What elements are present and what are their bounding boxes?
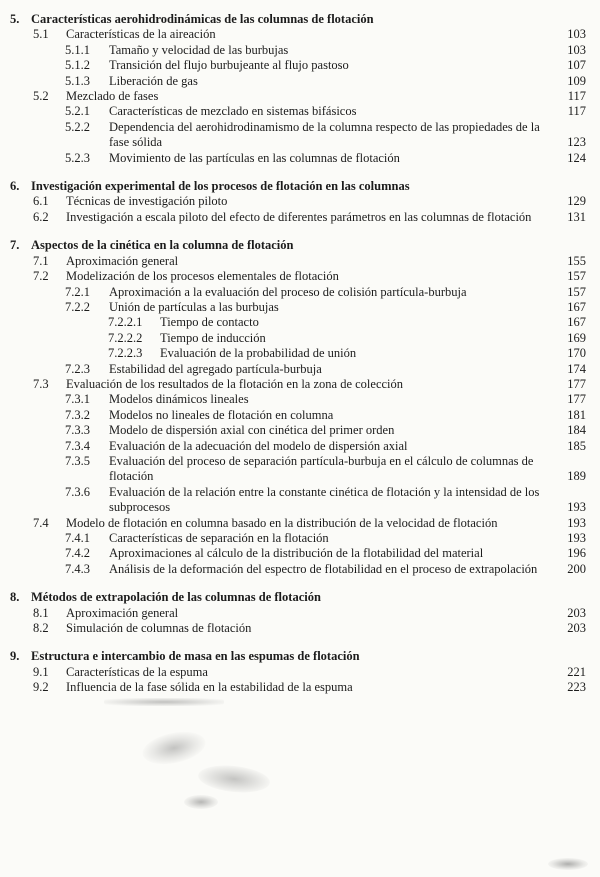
- toc-entry: [65, 362, 586, 377]
- scan-smudge: [197, 762, 271, 795]
- toc-entry-title: Modelización de los procesos elementales de flotación: [66, 269, 339, 284]
- toc-entry-page: 124: [567, 150, 586, 165]
- toc-entry: [65, 151, 586, 166]
- toc-entry-number: 5.2.3: [65, 150, 90, 165]
- toc-entry-page: 103: [567, 42, 586, 57]
- toc-entry-page: 200: [567, 561, 586, 576]
- toc-entry-title: Características aerohidrodinámicas de las columnas de flotación: [31, 12, 374, 26]
- toc-entry-page: 193: [567, 515, 586, 530]
- toc-entry-page: 170: [567, 346, 586, 361]
- toc-entry-title: Métodos de extrapolación de las columnas de flotación: [31, 590, 321, 605]
- toc-entry-title: Características de la aireación: [66, 27, 216, 42]
- toc-entry: [65, 439, 586, 454]
- toc-entry-number: 9.1: [33, 664, 49, 679]
- toc-entry-number: 7.3.2: [65, 407, 90, 422]
- toc-entry-title: Aproximación a la evaluación del proceso de colisión partícula-burbuja: [109, 284, 467, 299]
- toc-entry-title: Evaluación del proceso de separación partícula-burbuja en el cálculo de columnas de flotación: [109, 453, 534, 484]
- toc-entry-page: 157: [567, 284, 586, 299]
- toc-entry-number: 5.1: [33, 27, 49, 42]
- toc-entry-title: Evaluación de la probabilidad de unión: [160, 346, 357, 361]
- toc-entry-page: 169: [567, 330, 586, 345]
- toc-entry-number: 7.2.2: [65, 299, 90, 314]
- toc-entry: [33, 680, 586, 695]
- toc-entry-number: 7.3.5: [65, 453, 90, 468]
- toc-entry: [65, 454, 586, 485]
- toc-entry-page: 174: [567, 361, 586, 376]
- toc-entry-page: 167: [567, 315, 586, 330]
- toc-entry: [65, 285, 586, 300]
- toc-entry-title: Influencia de la fase sólida en la estabilidad de la espuma: [66, 680, 353, 695]
- toc-entry: [65, 531, 586, 546]
- toc-entry: [10, 590, 586, 605]
- toc-entry-page: 193: [567, 531, 586, 545]
- toc-entry: [33, 254, 586, 269]
- toc-entry-title: Tiempo de contacto: [160, 315, 259, 330]
- toc-entry: [33, 377, 586, 392]
- toc-entry-title: Aproximación general: [66, 605, 179, 620]
- toc-entry-number: 7.3.4: [65, 438, 90, 453]
- toc-entry-page: 131: [567, 209, 586, 224]
- toc-entry: [65, 546, 586, 561]
- toc-entry-page: 221: [567, 664, 586, 679]
- scan-smudge: [184, 795, 218, 809]
- scan-smudge: [104, 698, 224, 706]
- toc-entry-number: 5.2.2: [65, 119, 90, 134]
- toc-entry-number: 9.2: [33, 680, 49, 695]
- toc-entry-page: 203: [567, 605, 586, 620]
- toc-entry: [33, 516, 586, 531]
- toc-entry: [65, 392, 586, 407]
- toc-entry-title: Modelo de dispersión axial con cinética del primer orden: [109, 423, 395, 438]
- toc-list: [10, 12, 586, 696]
- toc-entry-title: Transición del flujo burbujeante al flujo pastoso: [109, 58, 349, 73]
- toc-entry-title: Características de mezclado en sistemas bifásicos: [109, 104, 357, 119]
- toc-entry-page: 181: [567, 407, 586, 422]
- toc-entry-number: 7.4.1: [65, 531, 90, 545]
- toc-entry: [65, 74, 586, 89]
- toc-entry: [10, 649, 586, 664]
- toc-entry-title: Características de separación en la flotación: [109, 531, 329, 545]
- toc-entry-number: 5.2.1: [65, 104, 90, 119]
- toc-entry-title: Mezclado de fases: [66, 89, 159, 104]
- toc-entry: [65, 104, 586, 119]
- toc-entry-page: 177: [567, 392, 586, 407]
- toc-entry-title: Técnicas de investigación piloto: [66, 194, 228, 209]
- toc-entry-number: 5.1.1: [65, 42, 90, 57]
- toc-entry-title: Liberación de gas: [109, 73, 198, 88]
- toc-entry: [10, 12, 586, 27]
- toc-entry: [65, 485, 586, 516]
- toc-entry-number: 6.1: [33, 194, 49, 209]
- toc-entry-title: Dependencia del aerohidrodinamismo de la columna respecto de las propiedades de la fase sólida: [109, 119, 540, 150]
- toc-entry-title: Evaluación de los resultados de la flotación en la zona de colección: [66, 376, 404, 391]
- toc-entry-page: 129: [567, 194, 586, 209]
- toc-entry-title: Investigación a escala piloto del efecto de diferentes parámetros en las columnas de flotación: [66, 209, 532, 224]
- toc-entry-number: 6.: [10, 179, 20, 194]
- toc-entry: [108, 331, 586, 346]
- toc-entry-number: 7.: [10, 238, 20, 253]
- scan-smudge: [140, 727, 209, 770]
- toc-entry-page: 184: [567, 423, 586, 438]
- scan-smudge: [548, 858, 588, 870]
- toc-entry-page: 203: [567, 621, 586, 636]
- toc-entry-number: 7.2.1: [65, 284, 90, 299]
- toc-entry-number: 7.2.2.1: [108, 315, 143, 330]
- toc-entry-page: 117: [567, 104, 586, 119]
- toc-entry: [108, 346, 586, 361]
- toc-entry: [65, 58, 586, 73]
- toc-entry-title: Simulación de columnas de flotación: [66, 621, 252, 636]
- toc-entry-title: Tiempo de inducción: [160, 330, 266, 345]
- toc-entry-title: Análisis de la deformación del espectro de flotabilidad en el proceso de extrapolación: [109, 561, 538, 576]
- toc-entry: [65, 562, 586, 577]
- toc-entry-title: Evaluación de la relación entre la constante cinética de flotación y la intensidad de los subprocesos: [109, 484, 540, 515]
- toc-entry-title: Evaluación de la adecuación del modelo de dispersión axial: [109, 438, 408, 453]
- toc-entry: [65, 300, 586, 315]
- toc-entry: [65, 408, 586, 423]
- toc-entry-page: 155: [567, 253, 586, 268]
- toc-entry: [33, 606, 586, 621]
- toc-entry: [65, 43, 586, 58]
- toc-entry: [10, 238, 586, 253]
- toc-entry-number: 7.3.1: [65, 392, 90, 407]
- toc-entry-title: Modelos no lineales de flotación en columna: [109, 407, 334, 422]
- toc-entry-title: Aspectos de la cinética en la columna de flotación: [31, 238, 294, 253]
- toc-entry: [10, 179, 586, 194]
- toc-entry-title: Tamaño y velocidad de las burbujas: [109, 42, 289, 57]
- toc-entry: [33, 210, 586, 225]
- toc-entry-number: 7.3.6: [65, 484, 90, 499]
- toc-entry-title: Estabilidad del agregado partícula-burbuja: [109, 361, 322, 376]
- toc-entry: [33, 665, 586, 680]
- toc-entry: [33, 269, 586, 284]
- toc-entry-number: 5.: [10, 12, 20, 26]
- toc-entry-number: 8.2: [33, 621, 49, 636]
- toc-entry-title: Aproximación general: [66, 253, 179, 268]
- toc-entry-title: Unión de partículas a las burbujas: [109, 299, 279, 314]
- toc-entry: [33, 27, 586, 42]
- toc-entry-number: 8.1: [33, 605, 49, 620]
- toc-entry-number: 8.: [10, 590, 20, 605]
- toc-entry-page: 196: [567, 546, 586, 561]
- toc-entry-number: 7.3.3: [65, 423, 90, 438]
- toc-entry: [33, 194, 586, 209]
- toc-entry-title: Aproximaciones al cálculo de la distribución de la flotabilidad del material: [109, 546, 484, 561]
- toc-entry-title: Modelos dinámicos lineales: [109, 392, 249, 407]
- toc-entry-number: 7.4.2: [65, 546, 90, 561]
- toc-entry-number: 5.2: [33, 89, 49, 104]
- toc-entry-number: 7.2.3: [65, 361, 90, 376]
- toc-entry-title: Investigación experimental de los procesos de flotación en las columnas: [31, 179, 410, 194]
- toc-entry-page: 157: [567, 269, 586, 284]
- toc-entry-number: 5.1.3: [65, 73, 90, 88]
- toc-entry-page: 123: [567, 135, 586, 150]
- toc-entry-page: 189: [567, 469, 586, 484]
- toc-entry-number: 7.2.2.3: [108, 346, 143, 361]
- toc-entry-number: 7.4.3: [65, 561, 90, 576]
- toc-entry-number: 7.1: [33, 253, 49, 268]
- toc-entry-title: Modelo de flotación en columna basado en la distribución de la velocidad de flotación: [66, 515, 498, 530]
- toc-entry-title: Estructura e intercambio de masa en las espumas de flotación: [31, 649, 360, 664]
- toc-entry-page: 103: [567, 27, 586, 42]
- toc-entry-title: Características de la espuma: [66, 664, 208, 679]
- toc-entry-title: Movimiento de las partículas en las columnas de flotación: [109, 150, 400, 165]
- toc-entry-number: 6.2: [33, 209, 49, 224]
- toc-entry: [33, 621, 586, 636]
- toc-entry-page: 185: [567, 438, 586, 453]
- toc-entry-number: 5.1.2: [65, 58, 90, 73]
- toc-entry-number: 7.2.2.2: [108, 330, 143, 345]
- toc-entry-page: 193: [567, 500, 586, 515]
- toc-entry-page: 117: [567, 89, 586, 104]
- toc-entry-number: 7.4: [33, 515, 49, 530]
- toc-entry: [33, 89, 586, 104]
- toc-entry: [65, 120, 586, 151]
- toc-entry: [108, 315, 586, 330]
- toc-entry: [65, 423, 586, 438]
- toc-entry-number: 7.2: [33, 269, 49, 284]
- toc-entry-number: 9.: [10, 649, 20, 664]
- toc-entry-number: 7.3: [33, 376, 49, 391]
- toc-entry-page: 167: [567, 299, 586, 314]
- toc-entry-page: 223: [567, 680, 586, 695]
- toc-entry-page: 107: [567, 58, 586, 73]
- toc-entry-page: 109: [567, 73, 586, 88]
- toc-entry-page: 177: [567, 376, 586, 391]
